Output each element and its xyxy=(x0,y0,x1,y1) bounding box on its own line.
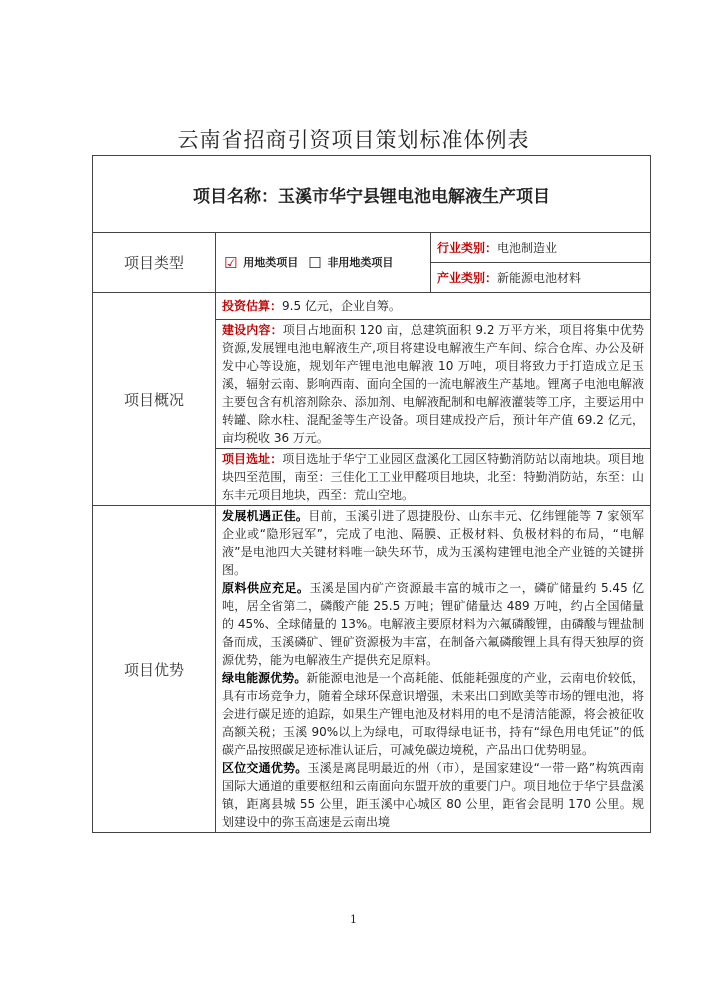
site-key: 项目选址： xyxy=(222,452,283,466)
industry-value: 电池制造业 xyxy=(497,241,558,255)
industry-key: 行业类别： xyxy=(437,241,498,255)
industry-cell xyxy=(431,233,651,263)
unchecked-box-icon[interactable]: ☐ xyxy=(308,253,322,272)
type-options xyxy=(216,233,431,293)
sector-key: 产业类别： xyxy=(437,271,498,285)
site-cell xyxy=(216,449,651,506)
advantage-head: 区位交通优势。 xyxy=(222,761,308,775)
investment-value: 9.5 亿元，企业自筹。 xyxy=(282,299,401,313)
type-row-1 xyxy=(93,233,651,263)
checked-box-icon[interactable]: ☑ xyxy=(224,253,238,272)
content-key: 建设内容： xyxy=(222,323,283,337)
overview-label: 项目概况 xyxy=(93,293,216,506)
document-title: 云南省招商引资项目策划标准体例表 xyxy=(177,128,530,152)
advantage-item xyxy=(222,579,644,669)
sector-value: 新能源电池材料 xyxy=(497,271,582,285)
advantage-text: 目前，玉溪引进了恩捷股份、山东丰元、亿纬锂能等 7 家领军企业或“隐形冠军”，完成了电池、隔膜、正极材料、负极材料的布局，“电解液”是电池四大关键材料唯一缺失环节，成为玉溪构建锂电池全产业链的关键拼图。 xyxy=(222,509,645,577)
advantages-cell xyxy=(216,506,651,833)
content-cell xyxy=(216,320,651,449)
advantage-head: 绿电能源优势。 xyxy=(222,671,307,685)
advantage-text: 新能源电池是一个高耗能、低能耗强度的产业，云南电价较低，具有市场竞争力，随着全球环保意识增强，未来出口到欧美等市场的锂电池，将会进行碳足迹的追踪，如果生产锂电池及材料用的电不是清洁能源，将会被征收高额关税；玉溪 90%以上为绿电，可取得绿电证书，持有“绿色用电凭证”的低碳产品按照碳足迹标准认证后，可减免碳边境税，产品出口优势明显。 xyxy=(222,671,645,757)
option-land-label: 用地类项目 xyxy=(243,255,299,269)
advantage-item xyxy=(222,669,644,759)
project-name-row xyxy=(93,156,651,233)
page-number: 1 xyxy=(350,913,357,926)
investment-key: 投资估算： xyxy=(222,299,283,313)
overview-row-1 xyxy=(93,293,651,320)
site-value: 项目选址于华宁工业园区盘溪化工园区特勤消防站以南地块。项目地块四至范围，南至：三佳化工工业甲醛项目地块，北至：特勤消防站，东至：山东丰元项目地块，西至：荒山空地。 xyxy=(222,452,645,502)
investment-cell xyxy=(216,293,651,320)
advantages-label: 项目优势 xyxy=(93,506,216,833)
advantage-text: 玉溪是国内矿产资源最丰富的城市之一，磷矿储量约 5.45 亿吨，居全省第二，磷酸产能 25.5 万吨；锂矿储量达 489 万吨，约占全国储量的 45%、全球储量的 13%。电解液主要原材料为六氟磷酸锂，由磷酸与锂盐制备而成，玉溪磷矿、锂矿资源极为丰富，在制备六氟磷酸锂上具有得天独厚的资源优势，能为电解液生产提供充足原料。 xyxy=(222,581,645,667)
project-name: 项目名称：玉溪市华宁县锂电池电解液生产项目 xyxy=(93,156,651,233)
type-label: 项目类型 xyxy=(93,233,216,293)
advantage-head: 发展机遇正佳。 xyxy=(222,509,309,523)
option-nonland-label: 非用地类项目 xyxy=(327,255,394,269)
advantage-item xyxy=(222,759,644,831)
content-value: 项目占地面积 120 亩，总建筑面积 9.2 万平方米，项目将集中优势资源,发展锂电池电解液生产,项目将建设电解液生产车间、综合仓库、办公及研发中心等设施，规划年产锂电池电解液 10 万吨，项目将致力于打造成立足玉溪，辐射云南、影响西南、面向全国的一流电解液生产基地。锂离子电池电解液主要包含有机溶剂除杂、添加剂、电解液配制和电解液灌装等工序，主要运用中转罐、除水柱、混配釜等生产设备。项目建成投产后，预计年产值 69.2 亿元，亩均税收 36 万元。 xyxy=(222,323,645,445)
advantage-head: 原料供应充足。 xyxy=(222,581,310,595)
advantages-row xyxy=(93,506,651,833)
sector-cell xyxy=(431,263,651,293)
advantage-text: 玉溪是离昆明最近的州（市），是国家建设“一带一路”构筑西南国际大通道的重要枢纽和云南面向东盟开放的重要门户。项目地位于华宁县盘溪镇，距离县城 55 公里，距玉溪中心城区 80 公里，距省会昆明 170 公里。规划建设中的弥玉高速是云南出境 xyxy=(222,761,645,829)
project-table xyxy=(92,155,651,833)
advantage-item xyxy=(222,507,644,579)
